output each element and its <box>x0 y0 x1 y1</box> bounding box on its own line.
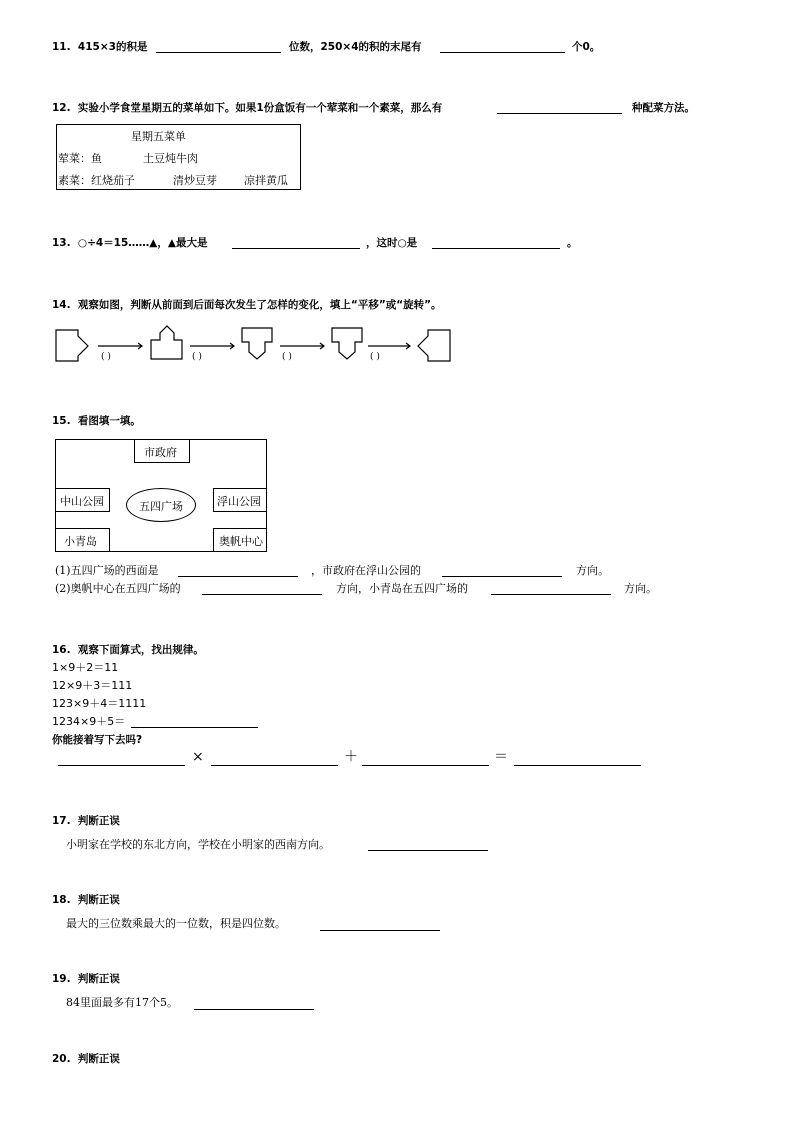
q15-s2c: 方向。 <box>624 582 657 595</box>
q18: 18. 判断正误 <box>52 894 120 906</box>
q15: 15. 看图填一填。 <box>52 415 141 427</box>
q16-line-4: 1234×9＋5＝ <box>52 715 126 728</box>
q14-paren-1[interactable]: ( ) <box>101 352 111 362</box>
q14: 14. 观察如图，判断从前面到后面每次发生了怎样的变化，填上“平移”或“旋转”。 <box>52 299 442 311</box>
q18-statement: 最大的三位数乘最大的一位数，积是四位数。 <box>66 917 286 930</box>
q16-op1: × <box>192 749 204 765</box>
q15-s2a: (2)奥帆中心在五四广场的 <box>55 582 181 595</box>
q13: 13. ○÷4＝15……▲，▲最大是 <box>52 237 208 249</box>
menu-meat-item2: 土豆炖牛肉 <box>143 152 198 165</box>
q11: 11. 415×3的积是 <box>52 41 148 53</box>
q14-shape-2 <box>151 326 182 359</box>
q14-paren-4[interactable]: ( ) <box>370 352 380 362</box>
q15-blank-1[interactable] <box>178 576 298 577</box>
q14-shape-4 <box>332 328 362 359</box>
q11-part2: 位数，250×4的积的末尾有 <box>289 41 422 53</box>
q15-s1c: 方向。 <box>576 564 609 577</box>
q11-part3: 个0。 <box>572 41 601 53</box>
q17-statement: 小明家在学校的东北方向，学校在小明家的西南方向。 <box>66 838 330 851</box>
map-north-label: 市政府 <box>144 446 177 459</box>
q15-s1b: ，市政府在浮山公园的 <box>311 564 421 577</box>
q16-blank-1[interactable] <box>131 727 258 728</box>
q14-shape-3 <box>242 328 272 359</box>
q15-blank-3[interactable] <box>202 594 322 595</box>
q16-blank-a[interactable] <box>58 765 185 766</box>
q20: 20. 判断正误 <box>52 1053 120 1065</box>
q14-shape-5 <box>418 330 450 361</box>
q15-s2b: 方向，小青岛在五四广场的 <box>336 582 468 595</box>
q19-blank[interactable] <box>194 1009 314 1010</box>
map-west-label: 中山公园 <box>60 495 104 508</box>
q11-blank-2[interactable] <box>440 52 565 53</box>
map-sw-label: 小青岛 <box>64 535 97 548</box>
q14-paren-2[interactable]: ( ) <box>192 352 202 362</box>
menu-meat-label: 荤菜：鱼 <box>58 152 102 165</box>
q16-op2: ＋ <box>344 749 358 765</box>
q17-blank[interactable] <box>368 850 488 851</box>
menu-title: 星期五菜单 <box>131 130 186 143</box>
q15-blank-2[interactable] <box>442 576 562 577</box>
q15-s1a: (1)五四广场的西面是 <box>55 564 159 577</box>
q16-line-3: 123×9＋4＝1111 <box>52 697 147 710</box>
q11-blank-1[interactable] <box>156 52 281 53</box>
q17: 17. 判断正误 <box>52 815 120 827</box>
q16-blank-b[interactable] <box>211 765 338 766</box>
menu-veg-item3: 凉拌黄瓜 <box>244 174 288 187</box>
map-center-label: 五四广场 <box>139 500 183 513</box>
q12-suffix: 种配菜方法。 <box>632 102 695 114</box>
q14-paren-3[interactable]: ( ) <box>282 352 292 362</box>
q18-blank[interactable] <box>320 930 440 931</box>
q19: 19. 判断正误 <box>52 973 120 985</box>
map-east-label: 浮山公园 <box>217 495 261 508</box>
map-se-label: 奥帆中心 <box>219 535 263 548</box>
q12: 12. 实验小学食堂星期五的菜单如下。如果1份盒饭有一个荤菜和一个素菜，那么有 <box>52 102 443 114</box>
q13-part3: 。 <box>567 237 578 249</box>
q15-blank-4[interactable] <box>491 594 611 595</box>
q16-blank-d[interactable] <box>514 765 641 766</box>
q13-part2: ，这时○是 <box>366 237 418 249</box>
menu-veg-label: 素菜：红烧茄子 <box>58 174 135 187</box>
q13-blank-2[interactable] <box>432 248 560 249</box>
q14-shape-1 <box>56 330 88 361</box>
menu-veg-item2: 清炒豆芽 <box>173 174 217 187</box>
q16: 16. 观察下面算式，找出规律。 <box>52 644 204 656</box>
q16-op3: ＝ <box>494 749 508 765</box>
q12-blank[interactable] <box>497 113 622 114</box>
q19-statement: 84里面最多有17个5。 <box>66 996 178 1009</box>
q16-line-2: 12×9＋3＝111 <box>52 679 133 692</box>
q13-blank-1[interactable] <box>232 248 360 249</box>
q16-line-1: 1×9＋2＝11 <box>52 661 119 674</box>
q16-continue: 你能接着写下去吗? <box>52 734 143 746</box>
q16-blank-c[interactable] <box>362 765 489 766</box>
